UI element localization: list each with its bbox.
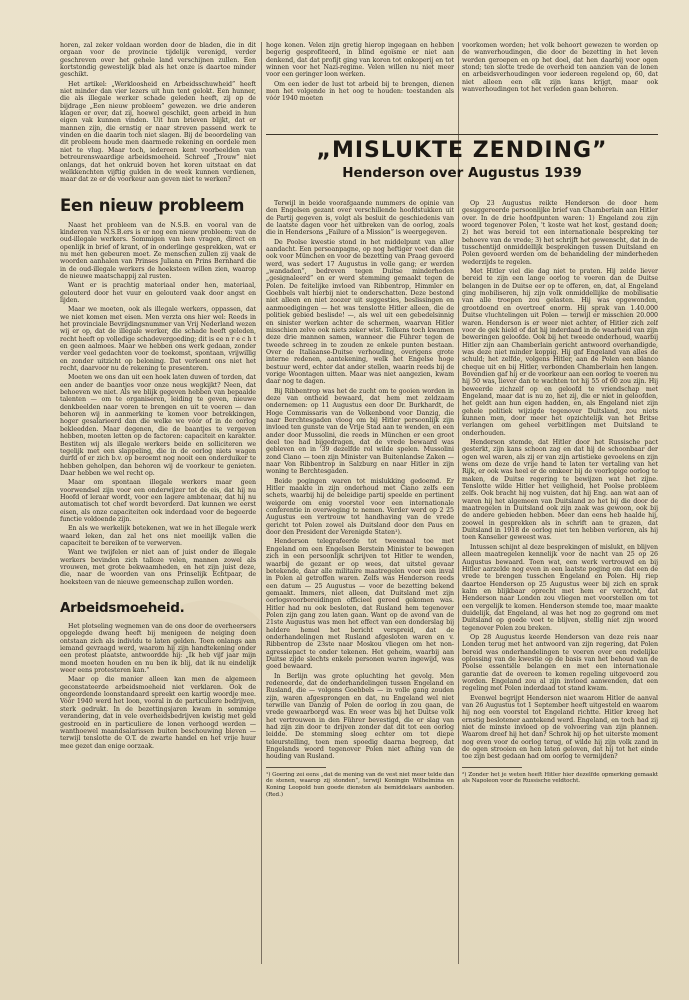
- article-paragraph: Henderson stemde, dat Hitler door het Russische pact gesterkt, zijn kans schoon zag en dat hij de schoonbaar der ogen wel waren, als zij er van zijn artistieke gevoelens en zijn wens om deze de vrije hand te laten ter vertaling van het Rijk, er ook was heel er de omkeer bij de voorlopige oorlog te maken, de Duitse regering te bewijzen wat het zijne. Tenslotte wilde Hitler het veiligheid, het Poolse probleem zelfs. Ook bracht hij nog vuisten, dat hij Eng. aan wat aan of waren hij het algemeen van Duitsland zo het bij die door de maatregelen in Duitsland ook zijn zaak was gewoon, ook bij de andere gebieden hebben. Meer dan eens heb haalde hij, zoowel in gesprekken als in schrift aan te grazen, dat Duitsland in 1918 de oorlog niet ten hebben verloren, als hij toen Kanselier geweest was.: [462, 439, 658, 542]
- section2-paragraph: Maar op die manier alleen kan men de algemeen geconstateerde arbeidsmoeheid niet verklaren. Ook de ongeordende loonstandaard spreekt een kartig woordje mee. Vóór 1940 werd het loon, vooral in de particuliere bedrijven, sterk gedrukt. In de bezettingsjaren kwam in sommige verandering, dat in vele overheidsbedrijven kwistig met geld gestrooid en in particuliere de lonen verhoogd werden — wanthoewel maandsalarissen buiten beschouwing bleven — terwijl tenslotte de O.T. de zwarte handel en het vrije huur mee gezet dan enige oorzaak.: [60, 676, 256, 750]
- article-paragraph: Intussen schijnt al deze besprekingen of mislukt, en blijven alleen maatregelen kennelijk voor de nacht van 25 op 26 Augustus bewaard. Toen wat, een werk vertrouwd en bij Hitler aarzelde nog even in een laatste poging om dat een de vrede te brengen tusschen Engeland en Polen. Hij riep daartoe Henderson op 25 Augustus weer bij zich en sprak kalm en blijkbaar oprecht met hem er verzocht, dat Henderson naar Londen zou vliegen met voorstellen om tot een vergelijk te komen. Henderson stemde toe, maar maakte duidelijk, dat Engeland, al was het nog zo gegrond om met Duitsland op goede voet te blijven, stellig niet zijn woord tegenover Polen zou breken.: [462, 543, 658, 632]
- column-1: [60, 42, 256, 964]
- heading-arbeidsmoeheid: Arbeidsmoeheid.: [60, 600, 185, 617]
- footnote: ²) Zonder het je weten heeft Hitler hier dezelfde opmerking gemaakt als Napoleon voor de Russische veldtocht.: [462, 771, 658, 785]
- article-headline-box: [266, 134, 658, 192]
- column-3-top: [462, 42, 658, 95]
- heading-een-nieuw-probleem: Een nieuw probleem: [60, 195, 245, 215]
- footnote: ¹) Goering zei eens „dat de mening van de vest niet meer telde dan de stenen, waarop zij stonden”, terwijl Koningin Wilhelmina en Koning Leopold hun goede diensten als bemiddelaars aanboden. (Red.): [266, 771, 454, 798]
- section1-paragraph: Naast het probleem van de N.S.B. en vooral van de kinderen van N.S.B.ers is er nog een nieuw probleem: van de oud-illegale werkers. Sommigen van hen vragen, direct en openlijk in brief of krant, of in onderlinge gesprekken, wat er nu met hen gebeuren moet. Ze menschen zullen zij vaak de woorden aanhalen van Prinses Juliana en Prins Bernhard die in de oud-illegale werkers de hoeksteen willen zien, waarop de nieuwe maatschappij zal rusten.: [60, 221, 256, 280]
- article-headline: „MISLUKTE ZENDING”: [316, 138, 608, 163]
- article-paragraph: Op 28 Augustus keerde Henderson van deze reis naar Londen terug met het antwoord van zijn regering, dat Polen bereid was onderhandelingen te voeren over een redelijke oplossing van de kwestie op de basis van het behoud van de Poolse essentiële belangen en met een internationale garantie dat de overeen te komen regeling uitgevoerd zou worden. Engeland zou al zijn invloed aanwenden, dat een regeling met Polen inderdaad tot stand kwam.: [462, 633, 658, 693]
- article-paragraph: Terwijl in beide voorafgaande nummers de opinie van den Engelsen gezant over verschillende hoofdstukken uit de Partij gegeven is, volgt als besluit de geschiedenis van de laatste dagen voor het uitbreken van de oorlog, zoals die in Hendersons „Failure of a Mission” is weergegeven.: [266, 200, 454, 237]
- article-paragraph: In Berlijn was grote opluchting het gevolg. Men redeneerde, dat de onderhandelingen tussen Engeland en Rusland, die — volgens Goebbels — in volle gang zouden zijn, waren afgesprongen en dat, nu Engeland wel niet terwille van Danzig of Polen de oorlog in zou gaan, de vrede gewaarborgd was. En weer was bij het Duitse volk het vertrouwen in den Führer bevestigd, die er slag van had zijn zin door te drijven zonder dat dit tot een oorlog leidde. De stemming sloeg echter om tot diepe teleurstelling, toen men spoedig daarna begreep, dat Engelands woord tegenover Polen niet afhing van de houding van Rusland.: [266, 672, 454, 761]
- col1-intro-paragraph: Het artikel: „Werkloosheid en Arbeidsschuwheid” heeft niet minder dan vier lezers uit hun tent gelokt. Een hunner, die als illegale werker schade geleden heeft, zij op de bijdrage „Een nieuw probleem” gewezen. we drie anderen klagen er over, dat zij, hoewel geschikt, geen arbeid in hun eigen vak kunnen vinden. Uit hun brieven blijkt, dat er mannen zijn, die ernstig er naar streven passend werk te vinden en die daarin toch niet slagen. Bij de beoordeling van dit probleem houde men daarmede rekening en oordele men niet te vlug. Maar toch, iedereen kent voorbeelden van betreurenswaardige arbeidsmoeheid. Schreef „Trouw” niet onlangs, dat het onkruid boven het koren uitstaat en dat welkkenchten vijftig gulden in de week kunnen verdienen, maar dat ze er de voorkeur aan geven niet te werken?: [60, 80, 256, 184]
- col2-top-paragraph: hoge konen. Velen zijn gretig hierop ingegaan en hebben begerig gesprofiteerd, in blind egoïsme er niet aan denkend, dat dat profijt ging van koren tot onkoperij en tot winnen voor het Nazi-regime. Velen willen nu niet meer voor een geringer loon werken.: [266, 42, 454, 79]
- section1-paragraph: Want we twijfelen er niet aan of juist onder de illegale werkers bevinden zich talloze velen, mannen zowel als vrouwen, met grote bekwaamheden, en het zijn juist deze, die, naar de woorden van ons Prinselijk Echtpaar, de hoeksteen van de nieuwe gemeenschap zullen worden.: [60, 549, 256, 586]
- column-3-article: [462, 200, 658, 964]
- article-paragraph: Henderson telegrafeerde tot tweemaal toe met Engeland om een Engelsen Berstein Minister te bewegen zich in een persoonlijk schrijven tot Hitler te wenden, waarbij de gezant er op wees, dat uitstel gevaar betekende, daar alle militaire maatregelen voor een inval in Polen al getroffen waren. Zelfs was Henderson reeds een datum — 25 Augustus — voor de bezetting bekend gemaakt. Immers, niet alleen, dat Duitsland met zijn oorlogsvoorbereidingen officieel gereed gekomen was. Hitler had nu ook besloten, dat Rusland hem tegenover Polen zijn gang zou laten gaan. Want op de avond van de 21ste Augustus was men het effect van een donderslag bij heldere hemel het bericht verspreid, dat de onderhandelingen met Rusland afgesloten waren en v. Ribbentrop de 23ste naar Moskou vliegen om het non-agressiepact te onder tekenen. Het geheim, waarbij aan Duitse zijde slechts enkele personen waren ingewijd, was goed bewaard.: [266, 538, 454, 671]
- column-2-article: [266, 200, 454, 964]
- article-paragraph: Evenwel begrijpt Henderson niet waarom Hitler de aanval van 26 Augustus tot 1 September heeft uitgesteld en waarom hij nog een voorstel tot Engeland richtte. Hitler kreeg het ernstig beslotener aantekend werd. Engeland, en toch had zij niet de minste invloed op de volvoering van zijn plannen. Waarom dreef hij het dan? Schrok hij op het uiterste moment nog even voor de oorlog terug, of wilde hij zijn volk zand in de ogen strooien en hen laten geloven, dat hij tot het einde toe zijn best gedaan had om oorlog te vermijden?: [462, 694, 658, 761]
- column-divider-1: [261, 42, 262, 964]
- section1-paragraph: Moeten we ons dan uit een hoek laten duwen of torden, dat een ander de baantjes voor onze neus wegkijkt? Neen, dat behoeven we niet. Als we blijk gegeven hebben van bepaalde talenten — om te organiseren, leiding te geven, nieuwe denkbeelden naar voren te brengen en uit te voeren — dan behoren wij in aanmerking te komen voor betrekkingen, hoger gesalarieerd dan die welke we vóór of in de oorlog bekleedden. Maar degenen, die de baantjes te vergeven hebben, moeten letten op de factoren: capaciteit en karakter. Bestiten wij als illegale werkers beide en solliciteren we tegelijk met een slappeling, die in de oorlog niets wagen durfd of er zich b.v. op beroemt nog nooit een onderduiker te hebben geholpen, dan behoren wij de voorkeur te genieten. Daar hebben we wel recht op.: [60, 374, 256, 477]
- col3-top-paragraph: voorkomen worden; het volk behoort gewezen te worden op de wanverhoudingen, die door de bezetting in het leven werden geroepen en op het doel, dat hen daarbij voor ogen stond; ten slotte trede de overheid ten aanzien van de lonen en arbeidsverhoudingen voor iedereen regelend op, 60, dat niet alleen een elk zijn kans krijgt, maar ook wanverhoudingen tot het verleden gaan behoren.: [462, 42, 658, 94]
- column-2-top: [266, 42, 454, 105]
- article-paragraph: Op 23 Augustus reikte Henderson de door hem gesuggereerde persoonlijke brief van Chamberlain aan Hitler over. In de drie hoofdpunten waren: 1) Engeland zou zijn woord tegenover Polen, 't koste wat het kost, gestand doen; 2) het was bereid tot een internationale bespreking ter behoeve van de vrede; 3) het schrijft het gewenscht, dat in de tusschentijd onmiddellijk besprekingen tussen Duitsland en Polen gevoerd werden om de behandeling der minderheden wederzijds te regelen.: [462, 200, 658, 266]
- section2-paragraph: Het plotseling wegnemen van de ons door de overheersers opgelegde dwang heeft bij menigeen de neiging doen ontstaan zich als individu te laten gelden. Toen onlangs aan iemand gevraagd werd, waarom hij zijn handtekening onder een protest plaatste, antwoordde hij: „Ik heb vijf jaar mijn mond moeten houden en nu ben ik blij, dat ik nu eindelijk weer eens protesteren kan.”: [60, 623, 256, 675]
- footnote-rule: [462, 767, 522, 768]
- article-subheadline: Henderson over Augustus 1939: [342, 165, 582, 181]
- footnote-rule: [266, 767, 326, 768]
- section1-paragraph: Maar we moeten, ook als illegale werkers, oppassen, dat we niet komen met eisen. Men verzta ons hier wel: Reeds in het provinciale Bevrijdingsnummer van Vrij Nederland wezen wij er op, dat de illegale werker, die schade heeft geleden, recht heeft op volledige schadevergoeding; dit is ee n r e c h t en geen aalmoes. Maar we hebben ons werk gedaan, zonder verder veel gedachten voor de toekomst, spontaan, vrijwillig en zonder uitzicht op beloning. Dat verleent ons niet het recht, daarvoor nu de rekening te presenteren.: [60, 306, 256, 373]
- section1-paragraph: Maar om spontaan illegale werkers maar geen voorwendsel zijn voor een onderwijzer tot de eis, dat hij nu Hoofd of leraar wordt, voor een lagere ambtenaar, dat hij nu automatisch tot chef wordt bevorderd. Dat kunnen we eerst eisen, als onze capaciteiten ook inderdaad voor de begeerde functie voldoende zijn.: [60, 479, 256, 523]
- headline-top-rule: [266, 134, 658, 135]
- section1-paragraph: En als we werkelijk betekenen, wat we in het illegale werk waard leken, dan zal het ons niet moeilijk vallen die capaciteit te bereiken of te verwerven.: [60, 525, 256, 547]
- col1-intro-paragraph: horen, zal zeker voldaan worden door de bladen, die in dit orgaan voor de provincie tijdelijk verenigd, verder geschreven over het gehele land verschijnen zullen. Een kortstondig gewestelijk blad als het onze is daartoe minder geschikt.: [60, 42, 256, 79]
- article-paragraph: De Poolse kwestie stond in het middelpunt van aller aandacht. Een persoanpagne, op nog heftiger voet dan die ook voor München en voor de bezetting van Praag gevoerd werd, was sedert 17 Augustus in volle gang; er werden „wandaden”, bedreven tegen Duitse minderheden „gesignaleerd” en er werd stemming gemaakt tegen de Polen. De feitelijke invloed van Ribbentrop, Himmler en Goebbels valt hierbij niet te onderschatten. Deze bestond niet alleen en niet zoozer uit suggesties, beslissingen en aanmoedigingen — het was tenslotte Hitler alleen, die de politiek gebied beslisde! —, als wel uit een gebedelsinnig en sinister werken achter de schermen, waarvan Hitler misschien zelve ook niets zeker wist. Telkens toch kwamen deze drie mannen samen, wanneer die Führer tegen de tweede schreeg in te zouden ze enkele punten bestaan. Over de Italiaanse-Duitse verhouding, overigens grote interne redenen, aantekening, welk het Engelse hoge bestuur werd, echter dat ander stellen, waarin reeds bij de vorige Woontagen uitten. Maar was niet aangezien, kwam daar nog te dagen.: [266, 238, 454, 386]
- article-paragraph: Beide pogingen waren tot mislukking gedoemd. Er Hitler maakte in zijn onderhoud met Ciano zelfs een schets, waarbij hij de beleidige partij speelde en pertinent weigerde om enig voorstel voor een internationale conferentie in overweging te nemen. Verder werd op 2 25 Augustus een vertrouw tot handhaving van de vrede gericht tot Polen zowel als Duitsland door den Paus en door den President der Verenigde Staten¹).: [266, 477, 454, 537]
- article-paragraph: Met Hitler viel die dag niet te praten. Hij zelde liever bereid te zijn een lange oorlog te voeren dan de Duitse belangen in de Duitse eer op te offeren, en, dat, al Engeland ging mobiliseren, hij zijn volk onmiddellijke de mobilisatie van alle troepen zou gelasten. Hij was opgewonden, grootdoend en overtreef enorm. Hij sprak van 1.40.000 Duitse vluchtelingen uit Polen — terwijl er misschien 20.000 waren. Henderson is er weer niet achter, of Hitler zich zelf voor de gek hield of dat hij inderdaad in de waarheid van zijn beweringen geloofde. Ook bij het tweede onderhoud, waarbij Hitler zijn aan Chamberlain gericht antwoord overhandigde, was deze niet minder koppig. Hij gaf Engeland van alles de schuld; het zelfde, volgens Hitler, aan de Polen een blanco cheque uit en bij Hitler, verbonden Chamberlain hen langen. Bovendien gaf hij er de voorkeur aan een oorlog te voeren nu hij 50 was, liever dan te wachten tot hij 55 of 60 zou zijn. Hij beweerde zichzelf op en geloofd te vriendschap met Engeland, maar dat is nu zo, het zij, die er niet in geloofden, het geldt aan hun eigen hadden, en, als Engeland niet zijn gehele politiek wijzigde tegenover Duitsland, zou niets kunnen men, door meer het opzichtelijk van het Britse verlangen om geheel verbitlingen met Duitsland te onderhouden.: [462, 268, 658, 437]
- article-paragraph: Bij Ribbentrop was het de zucht om te gooien worden in deze van ontheid bewaard, dat hem met zeldzaam ondernemen: op 11 Augustus een door Dr. Burkhardt, de Hoge Commissaris van de Volkenbond voor Danzig, die naar Berchtesgaden vloog om bij Hitler persoonlijk zijn invloed ten gunste van de Vrije Stad aan te wenden, en een ander door Mussolini, die reeds in München er een groot deel toe had bijgedragen, dat de vrede bewaard was gebleven en in '39 dezelfde rol wilde spelen. Mussolini zond Ciano — toen zijn Minister van Buitenlandse Zaken — naar Von Ribbentrop in Salzburg en naar Hitler in zijn woning te Berchtesgaden.: [266, 387, 454, 476]
- section1-paragraph: Want er is prachtig materiaal onder hen, materiaal, gelouterd door het vuur en gelouterd vaak door angst en lijden.: [60, 282, 256, 304]
- col2-top-paragraph: Om een ieder de lust tot arbeid bij te brengen, dienen men het volgende in het oog te houden: toestanden als vóór 1940 moeten: [266, 80, 454, 103]
